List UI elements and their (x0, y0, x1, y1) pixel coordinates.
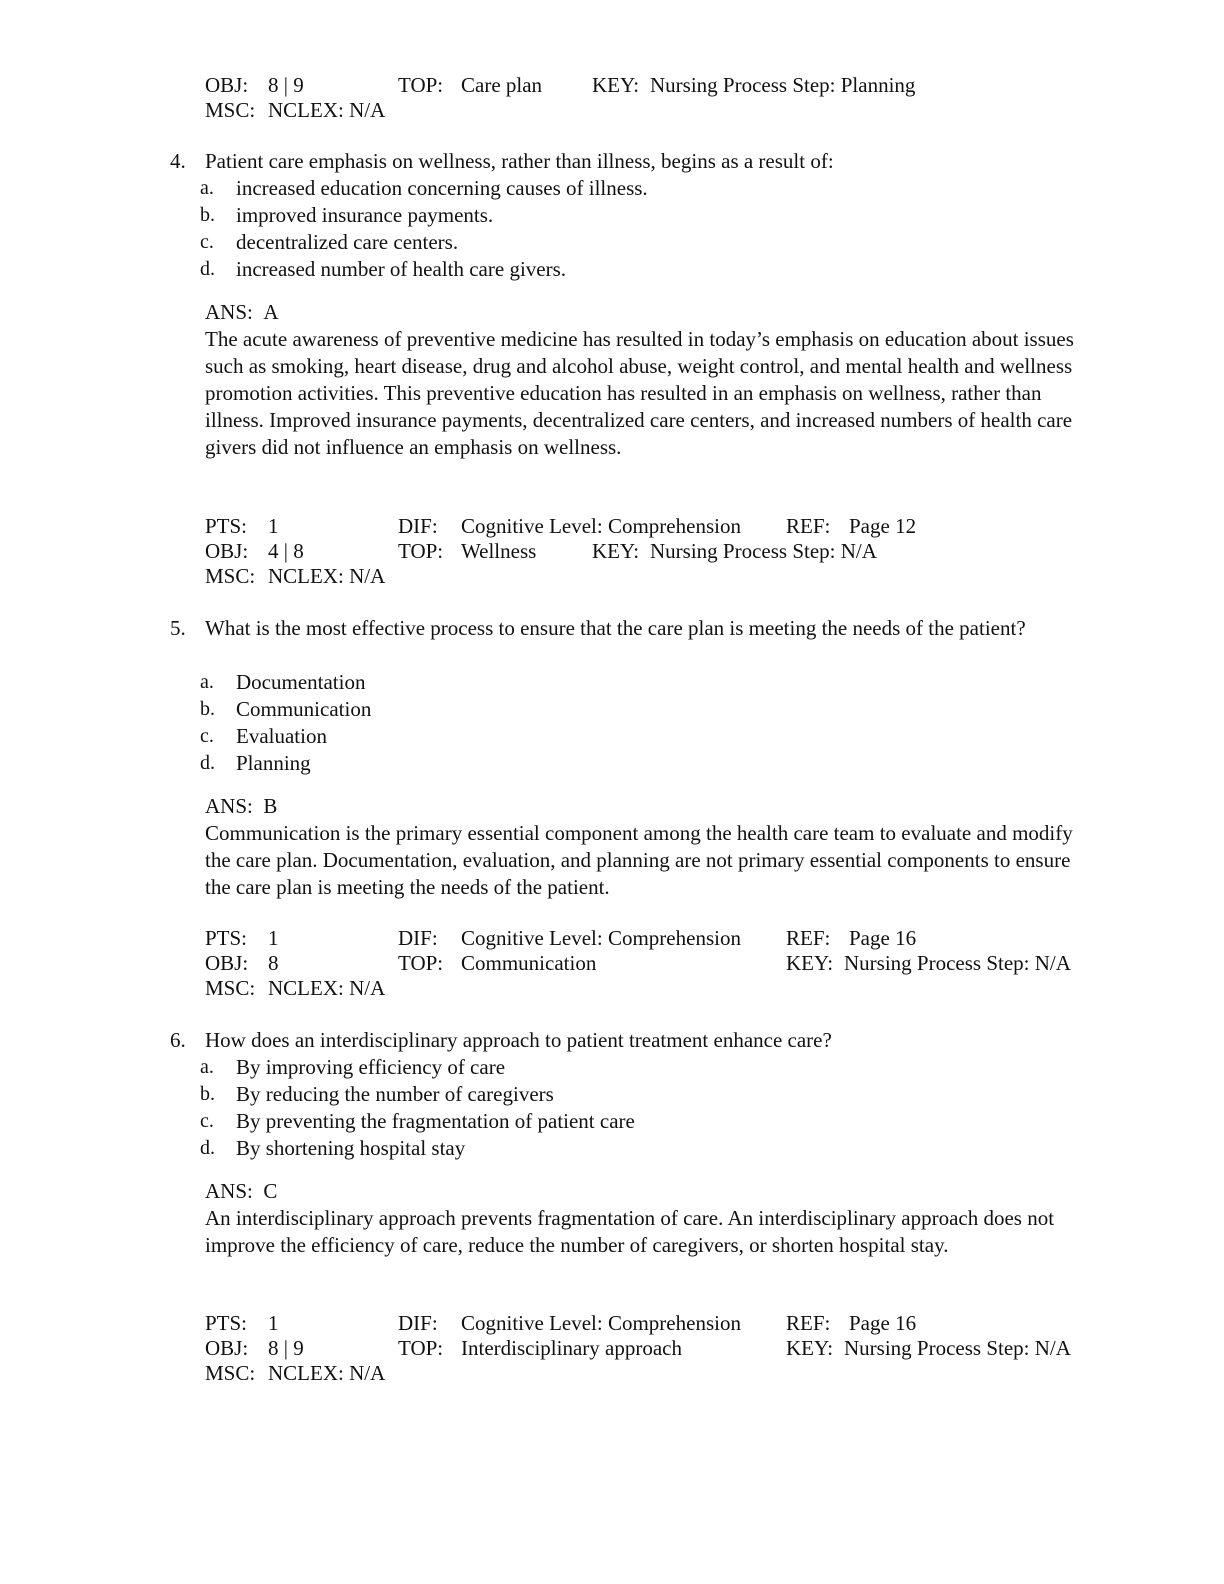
obj-value: 4 | 8 (268, 539, 304, 563)
msc-value: NCLEX: N/A (268, 564, 386, 588)
top-value: Care plan (461, 73, 543, 97)
option-letter: d. (200, 258, 215, 280)
dif-label: DIF: (398, 514, 438, 538)
ans-value: C (263, 1179, 278, 1203)
option-text: By reducing the number of caregivers (236, 1082, 554, 1106)
dif-value: Cognitive Level: Comprehension (461, 1311, 741, 1335)
top-value: Interdisciplinary approach (461, 1336, 682, 1360)
option-letter: a. (200, 177, 214, 199)
option-letter: c. (200, 1110, 214, 1132)
dif-value: Cognitive Level: Comprehension (461, 514, 741, 538)
option-text: Communication (236, 697, 372, 721)
answer-block (205, 1178, 1095, 1259)
answer-block (205, 793, 1095, 901)
pts-value: 1 (268, 514, 279, 538)
pts-label: PTS: (205, 1311, 248, 1335)
key-value: Nursing Process Step: N/A (650, 539, 877, 563)
option-letter: d. (200, 1137, 215, 1159)
key-value: Nursing Process Step: Planning (650, 73, 916, 97)
option-letter: c. (200, 231, 214, 253)
top-value: Wellness (461, 539, 537, 563)
top-label: TOP: (398, 1336, 444, 1360)
top-label: TOP: (398, 951, 444, 975)
option-text: increased number of health care givers. (236, 257, 567, 281)
top-value: Communication (461, 951, 597, 975)
pts-label: PTS: (205, 926, 248, 950)
obj-label: OBJ: (205, 951, 249, 975)
msc-value: NCLEX: N/A (268, 976, 386, 1000)
ref-label: REF: (786, 926, 831, 950)
question-number: 5. (170, 616, 186, 640)
key-label: KEY: (592, 539, 640, 563)
top-label: TOP: (398, 73, 444, 97)
answer-line (205, 1178, 1095, 1205)
option-text: Documentation (236, 670, 366, 694)
option-letter: b. (200, 204, 215, 226)
option-text: decentralized care centers. (236, 230, 459, 254)
question-text: How does an interdisciplinary approach to patient treatment enhance care? (205, 1028, 832, 1052)
ans-label: ANS: (205, 1179, 253, 1203)
ans-value: A (263, 300, 279, 324)
option-text: Evaluation (236, 724, 327, 748)
ans-label: ANS: (205, 300, 253, 324)
ref-label: REF: (786, 514, 831, 538)
option-letter: d. (200, 752, 215, 774)
top-label: TOP: (398, 539, 444, 563)
key-value: Nursing Process Step: N/A (844, 1336, 1071, 1360)
dif-label: DIF: (398, 926, 438, 950)
option-letter: b. (200, 1083, 215, 1105)
obj-value: 8 | 9 (268, 73, 304, 97)
answer-block (205, 299, 1095, 461)
rationale-text: An interdisciplinary approach prevents fragmentation of care. An interdisciplinary approach does not improve the efficiency of care, reduce the number of caregivers, or shorten hospital stay. (205, 1206, 1055, 1257)
key-label: KEY: (786, 951, 834, 975)
obj-label: OBJ: (205, 539, 249, 563)
answer-line (205, 793, 1095, 820)
obj-label: OBJ: (205, 1336, 249, 1360)
q5-metadata (205, 925, 1105, 1006)
dif-label: DIF: (398, 1311, 438, 1335)
q6-metadata (205, 1310, 1105, 1391)
rationale-text: Communication is the primary essential component among the health care team to evaluate and modify the care plan. Documentation, evaluation, and planning are not primary essential components to ensure the care plan is meeting the needs of the patient. (205, 821, 1073, 899)
ans-label: ANS: (205, 794, 253, 818)
obj-value: 8 | 9 (268, 1336, 304, 1360)
question-text: Patient care emphasis on wellness, rather than illness, begins as a result of: (205, 149, 834, 173)
q3-metadata (205, 72, 1105, 153)
option-letter: a. (200, 1056, 214, 1078)
pts-label: PTS: (205, 514, 248, 538)
option-text: improved insurance payments. (236, 203, 494, 227)
option-letter: b. (200, 698, 215, 720)
q4-metadata (205, 513, 1105, 594)
msc-label: MSC: (205, 564, 256, 588)
option-text: By preventing the fragmentation of patient care (236, 1109, 635, 1133)
obj-label: OBJ: (205, 73, 249, 97)
ref-value: Page 16 (849, 1311, 917, 1335)
option-text: By improving efficiency of care (236, 1055, 506, 1079)
ref-value: Page 12 (849, 514, 917, 538)
msc-label: MSC: (205, 976, 256, 1000)
obj-value: 8 (268, 951, 279, 975)
option-letter: a. (200, 671, 214, 693)
key-value: Nursing Process Step: N/A (844, 951, 1071, 975)
option-text: Planning (236, 751, 311, 775)
option-text: increased education concerning causes of illness. (236, 176, 648, 200)
msc-label: MSC: (205, 1361, 256, 1385)
pts-value: 1 (268, 926, 279, 950)
msc-value: NCLEX: N/A (268, 1361, 386, 1385)
option-text: By shortening hospital stay (236, 1136, 466, 1160)
question-number: 4. (170, 149, 186, 173)
ref-value: Page 16 (849, 926, 917, 950)
question-text: What is the most effective process to ensure that the care plan is meeting the needs of the patient? (205, 616, 1026, 640)
rationale-text: The acute awareness of preventive medicine has resulted in today’s emphasis on education about issues such as smoking, heart disease, drug and alcohol abuse, weight control, and mental health and wellness promotion activities. This preventive education has resulted in an emphasis on wellness, rather than illness. Improved insurance payments, decentralized care centers, and increased numbers of health care givers did not influence an emphasis on wellness. (205, 327, 1074, 459)
pts-value: 1 (268, 1311, 279, 1335)
msc-label: MSC: (205, 98, 256, 122)
answer-line (205, 299, 1095, 326)
msc-value: NCLEX: N/A (268, 98, 386, 122)
option-letter: c. (200, 725, 214, 747)
ans-value: B (263, 794, 278, 818)
key-label: KEY: (592, 73, 640, 97)
dif-value: Cognitive Level: Comprehension (461, 926, 741, 950)
ref-label: REF: (786, 1311, 831, 1335)
key-label: KEY: (786, 1336, 834, 1360)
question-number: 6. (170, 1028, 186, 1052)
